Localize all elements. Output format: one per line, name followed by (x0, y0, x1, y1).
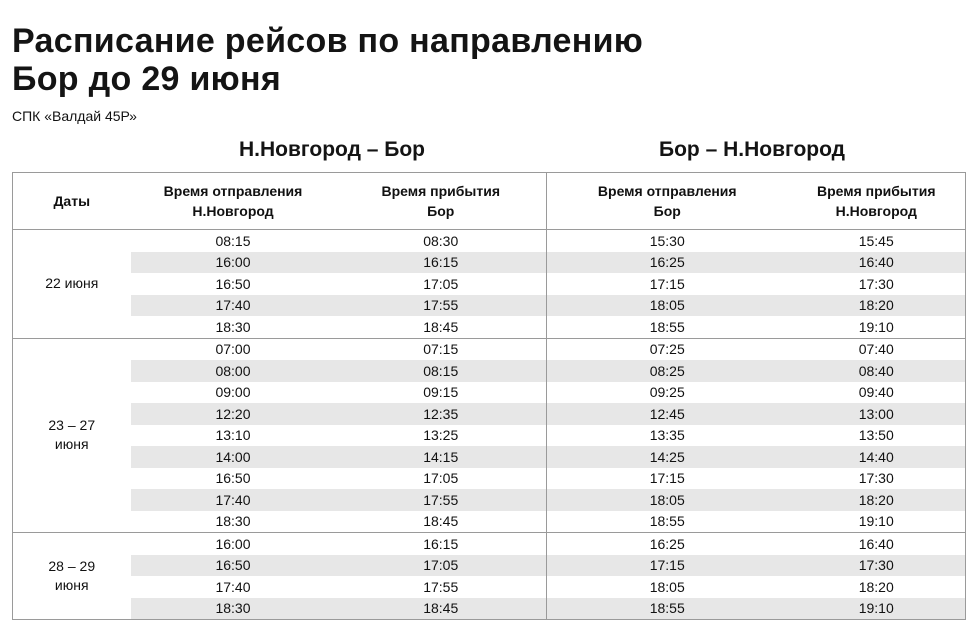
table-row (13, 425, 966, 447)
date-cell (13, 230, 131, 339)
date-line-2: июня (54, 577, 89, 593)
departure-bor-time: 17:15 (547, 555, 788, 577)
departure-bor-time: 07:25 (547, 338, 788, 360)
departure-nn-time: 17:40 (215, 578, 251, 595)
arrival-nn-time: 08:40 (788, 360, 966, 382)
table-row (13, 468, 966, 490)
departure-nn-time: 16:50 (215, 275, 251, 292)
date-line-1: 28 – 29 (48, 558, 96, 574)
table-row (13, 252, 966, 274)
departure-nn-time: 09:00 (215, 384, 251, 401)
date-cell (13, 533, 131, 620)
header-departure-right (547, 173, 788, 230)
table-row (13, 533, 966, 555)
departure-nn-time: 17:40 (131, 295, 336, 317)
header-departure-left-l1: Время отправления (163, 183, 303, 199)
arrival-nn-time: 19:10 (788, 598, 966, 620)
arrival-bor-time: 17:55 (336, 576, 547, 598)
header-departure-right-l1: Время отправления (597, 183, 737, 199)
table-row (13, 489, 966, 511)
departure-nn-time: 16:00 (131, 533, 336, 555)
departure-bor-time: 14:25 (547, 446, 788, 468)
date-line-1: 22 июня (45, 275, 99, 292)
arrival-nn-time: 15:45 (788, 230, 966, 252)
arrival-bor-time: 07:15 (336, 338, 547, 360)
arrival-bor-time: 17:55 (336, 489, 547, 511)
arrival-nn-time: 07:40 (788, 338, 966, 360)
departure-bor-time: 18:55 (649, 513, 685, 530)
departure-nn-time: 16:50 (131, 555, 336, 577)
table-row (13, 555, 966, 577)
departure-bor-time: 18:55 (649, 318, 685, 335)
arrival-bor-time: 09:15 (336, 382, 547, 404)
departure-nn-time: 12:20 (131, 403, 336, 425)
table-row (13, 295, 966, 317)
header-row (13, 173, 966, 230)
table-row (13, 446, 966, 468)
schedule-table (12, 172, 966, 620)
departure-bor-time: 17:15 (649, 470, 685, 487)
schedule-body (13, 230, 966, 620)
departure-nn-time: 14:00 (131, 446, 336, 468)
arrival-bor-time: 13:25 (336, 425, 547, 447)
table-row (13, 576, 966, 598)
date-cell (13, 338, 131, 533)
table-row (13, 273, 966, 295)
departure-nn-time: 18:30 (215, 513, 251, 530)
departure-nn-time: 16:50 (215, 470, 251, 487)
header-arrival-left (336, 173, 547, 230)
arrival-bor-time: 18:45 (336, 511, 547, 533)
arrival-bor-time: 16:15 (336, 252, 547, 274)
arrival-bor-time: 14:15 (336, 446, 547, 468)
arrival-bor-time: 17:05 (336, 273, 547, 295)
date-line-1: 23 – 27 (48, 417, 96, 434)
table-row (13, 598, 966, 620)
departure-bor-time: 18:05 (649, 578, 685, 595)
direction-bor-nn: Бор – Н.Новгород (659, 138, 846, 161)
header-arrival-right (788, 173, 966, 230)
departure-nn-time: 07:00 (131, 338, 336, 360)
arrival-nn-time: 19:10 (858, 318, 894, 335)
departure-nn-time: 08:00 (131, 360, 336, 382)
departure-nn-time: 18:30 (131, 598, 336, 620)
departure-bor-time: 16:25 (547, 533, 788, 555)
table-row (13, 230, 966, 252)
header-arrival-right-l1: Время прибытия (816, 183, 936, 199)
arrival-nn-time: 09:40 (858, 384, 894, 401)
departure-bor-time: 08:25 (547, 360, 788, 382)
departure-nn-time: 18:30 (215, 318, 251, 335)
arrival-nn-time: 16:40 (788, 533, 966, 555)
arrival-nn-time: 16:40 (788, 252, 966, 274)
arrival-nn-time: 17:30 (858, 470, 894, 487)
arrival-nn-time: 18:20 (788, 295, 966, 317)
departure-bor-time: 12:45 (547, 403, 788, 425)
arrival-nn-time: 18:20 (788, 489, 966, 511)
table-row (13, 316, 966, 338)
arrival-bor-time: 18:45 (336, 316, 547, 338)
departure-bor-time: 17:15 (649, 275, 685, 292)
header-arrival-left-l1: Время прибытия (381, 183, 501, 199)
arrival-bor-time: 18:45 (336, 598, 547, 620)
table-row (13, 403, 966, 425)
departure-bor-time: 15:30 (547, 230, 788, 252)
departure-bor-time: 13:35 (649, 427, 685, 444)
departure-bor-time: 18:05 (547, 489, 788, 511)
departure-bor-time: 09:25 (649, 384, 685, 401)
departure-nn-time: 16:00 (131, 252, 336, 274)
arrival-nn-time: 13:50 (858, 427, 894, 444)
arrival-bor-time: 17:55 (336, 295, 547, 317)
arrival-nn-time: 18:20 (858, 578, 894, 595)
table-row (13, 511, 966, 533)
arrival-bor-time: 08:30 (336, 230, 547, 252)
departure-bor-time: 18:55 (547, 598, 788, 620)
title-line-2: Бор до 29 июня (12, 60, 281, 98)
table-row (13, 360, 966, 382)
departure-nn-time: 17:40 (131, 489, 336, 511)
arrival-bor-time: 08:15 (336, 360, 547, 382)
vessel-subtitle: СПК «Валдай 45Р» (12, 108, 137, 124)
direction-nn-bor: Н.Новгород – Бор (239, 138, 426, 161)
arrival-bor-time: 16:15 (336, 533, 547, 555)
departure-nn-time: 13:10 (215, 427, 251, 444)
arrival-bor-time: 17:05 (336, 468, 547, 490)
arrival-nn-time: 19:10 (858, 513, 894, 530)
departure-bor-time: 16:25 (547, 252, 788, 274)
arrival-bor-time: 17:05 (336, 555, 547, 577)
header-arrival-left-l2: Бор (427, 203, 455, 219)
date-line-2: июня (54, 436, 89, 453)
arrival-nn-time: 17:30 (858, 275, 894, 292)
table-row (13, 338, 966, 360)
arrival-nn-time: 13:00 (788, 403, 966, 425)
arrival-nn-time: 17:30 (788, 555, 966, 577)
page-title (12, 22, 643, 98)
departure-bor-time: 18:05 (547, 295, 788, 317)
header-departure-right-l2: Бор (653, 203, 681, 219)
arrival-nn-time: 14:40 (788, 446, 966, 468)
header-arrival-right-l2: Н.Новгород (835, 203, 917, 219)
title-line-1: Расписание рейсов по направлению (12, 22, 644, 60)
header-departure-left (131, 173, 336, 230)
table-row (13, 382, 966, 404)
header-dates: Даты (13, 173, 131, 230)
arrival-bor-time: 12:35 (336, 403, 547, 425)
header-departure-left-l2: Н.Новгород (192, 203, 274, 219)
departure-nn-time: 08:15 (131, 230, 336, 252)
